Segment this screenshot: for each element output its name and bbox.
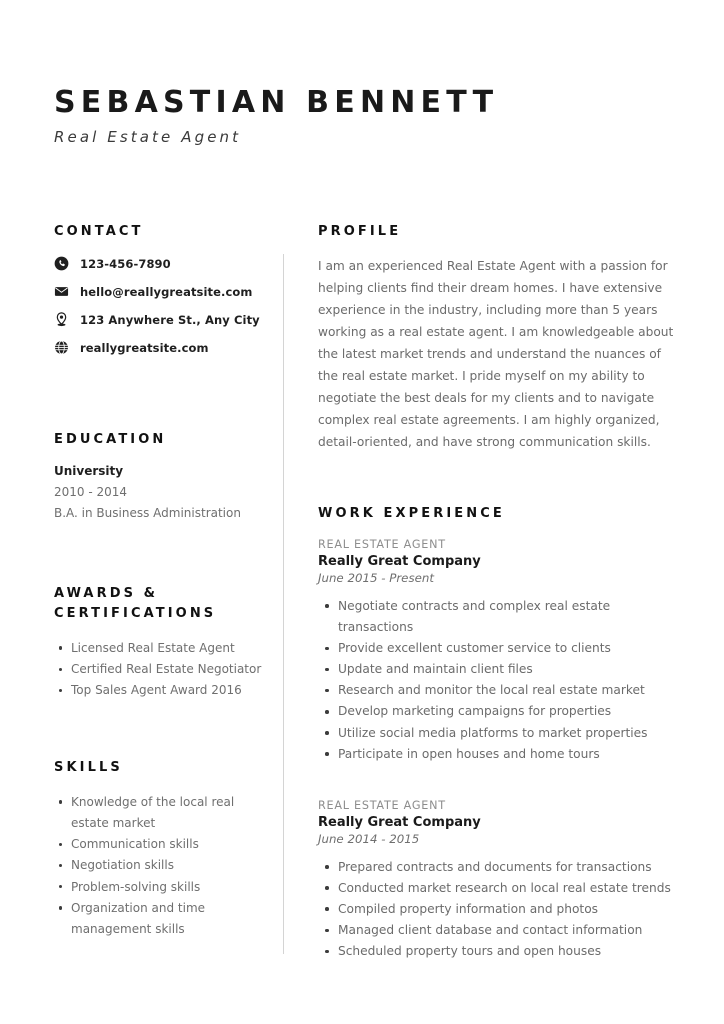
job-dates: June 2015 - Present [318,570,434,585]
website-icon [54,340,69,355]
list-item: Conducted market research on local real estate trends [338,878,676,899]
list-item: Scheduled property tours and open houses [338,941,676,962]
list-item: Certified Real Estate Negotiator [71,659,269,680]
contact-value-email: hello@reallygreatsite.com [80,284,253,299]
list-item: Negotiate contracts and complex real estate transactions [338,596,676,638]
awards-list [54,638,269,702]
profile-heading: PROFILE [318,224,402,239]
contact-value-address: 123 Anywhere St., Any City [80,312,260,327]
list-item: Compiled property information and photos [338,899,676,920]
resume-header [54,86,674,146]
page-title: SEBASTIAN BENNETT [54,85,499,120]
list-item: Negotiation skills [71,855,269,876]
list-item: Update and maintain client files [338,659,676,680]
left-column [54,222,269,940]
resume-body [0,222,724,982]
list-item: Participate in open houses and home tours [338,744,676,765]
job-bullets [318,596,676,765]
profile-section [318,222,676,454]
phone-icon [54,256,69,271]
education-school: University [54,464,124,479]
job-role: REAL ESTATE AGENT [318,798,446,812]
contact-item-address[interactable] [54,312,269,327]
contact-item-email[interactable] [54,284,269,299]
contact-heading: CONTACT [54,224,144,239]
location-icon [54,312,69,327]
job-role: REAL ESTATE AGENT [318,537,446,551]
spacer-work [318,454,676,504]
education-heading: EDUCATION [54,432,167,448]
list-item: Problem-solving skills [71,877,269,898]
spacer-awards [54,524,269,584]
job-title-subtitle: Real Estate Agent [54,128,242,146]
list-item: Organization and time management skills [71,898,269,940]
contact-value-phone: 123-456-7890 [80,256,171,271]
work-experience-section [318,504,676,963]
list-item: Utilize social media platforms to market properties [338,723,676,744]
list-item: Top Sales Agent Award 2016 [71,680,269,701]
contact-value-website: reallygreatsite.com [80,340,209,355]
contact-item-phone[interactable] [54,256,269,271]
list-item: Managed client database and contact information [338,920,676,941]
education-section [54,430,269,523]
list-item: Licensed Real Estate Agent [71,638,269,659]
education-dates: 2010 - 2014 [54,485,128,500]
spacer-education [54,368,269,430]
spacer-job-2 [318,765,676,799]
job-dates: June 2014 - 2015 [318,831,420,846]
skills-heading: SKILLS [54,759,123,775]
skills-list [54,792,269,941]
list-item: Prepared contracts and documents for transactions [338,857,676,878]
contact-list [54,256,269,355]
job-bullets [318,857,676,963]
email-icon [54,284,69,299]
list-item: Communication skills [71,834,269,855]
awards-heading: AWARDS & CERTIFICATIONS [54,585,217,621]
contact-section [54,222,269,355]
list-item: Provide excellent customer service to clients [338,638,676,659]
education-degree: B.A. in Business Administration [54,505,241,520]
spacer-skills [54,702,269,758]
column-divider [283,254,284,954]
job-company: Really Great Company [318,814,481,830]
profile-text: I am an experienced Real Estate Agent with a passion for helping clients find their dream homes. I have extensive experience in the industry, including more than 5 years working as a real estate agent. I am knowledgeable about the latest market trends and understand the nuances of the real estate market. I pride myself on my ability to negotiate the best deals for my clients and to navigate complex real estate agreements. I am highly organized, detail-oriented, and have strong communication skills. [318,259,674,449]
job-entry-2 [318,799,676,963]
awards-section [54,584,269,702]
contact-item-website[interactable] [54,340,269,355]
job-entry-1 [318,538,676,765]
list-item: Develop marketing campaigns for properties [338,701,676,722]
right-column [318,222,676,962]
job-company: Really Great Company [318,553,481,569]
work-experience-heading: WORK EXPERIENCE [318,505,505,521]
skills-section [54,758,269,941]
list-item: Research and monitor the local real estate market [338,680,676,701]
list-item: Knowledge of the local real estate market [71,792,269,834]
